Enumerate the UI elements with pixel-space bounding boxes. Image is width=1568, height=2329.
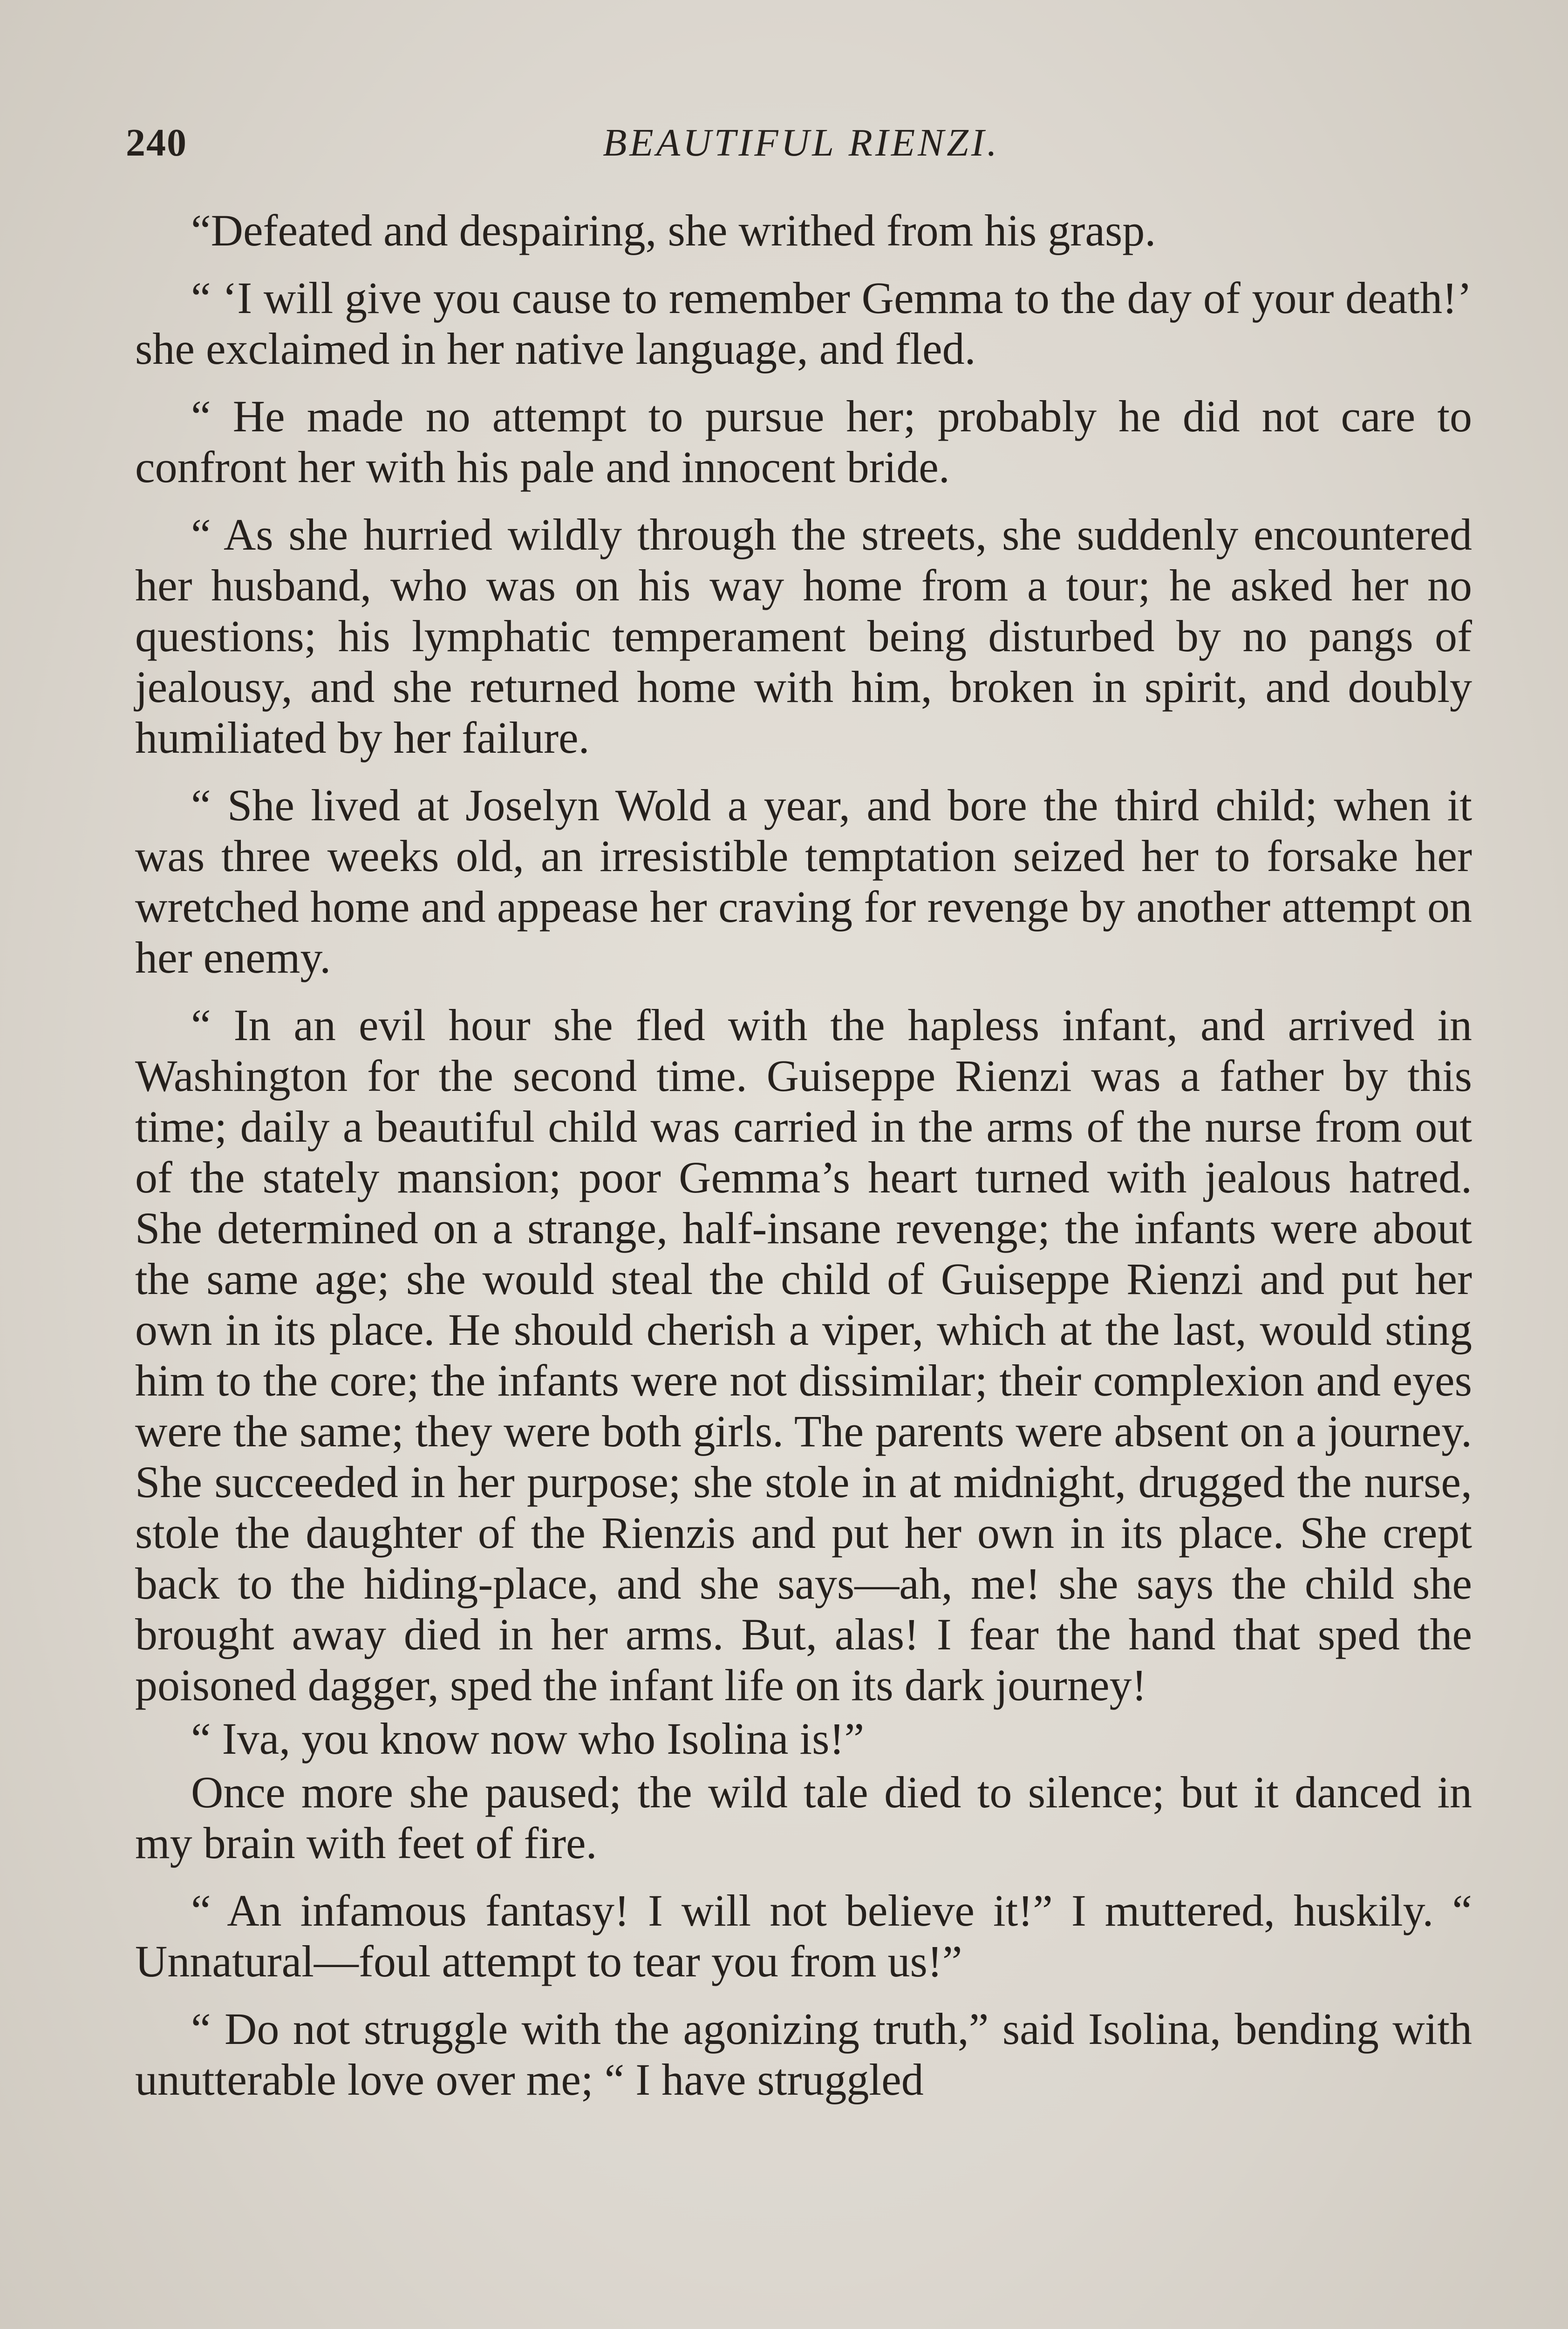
page-header	[126, 120, 1477, 185]
paragraph: “ She lived at Joselyn Wold a year, and bore the third child; when it was three weeks old, an irresistible temptation seized her to forsake her wretched home and appease her craving for revenge by another attempt on her enemy.	[135, 780, 1472, 982]
paragraph: “ In an evil hour she fled with the hapless infant, and arrived in Washington for the second time. Guiseppe Rienzi was a father by this time; daily a beautiful child was carried in the arms of the nurse from out of the stately mansion; poor Gemma’s heart turned with jealous hatred. She determined on a strange, half-insane revenge; the infants were about the same age; she would steal the child of Guiseppe Rienzi and put her own in its place. He should cherish a viper, which at the last, would sting him to the core; the infants were not dissimilar; their complexion and eyes were the same; they were both girls. The parents were absent on a journey. She succeeded in her purpose; she stole in at midnight, drugged the nurse, stole the daughter of the Rienzis and put her own in its place. She crept back to the hiding-place, and she says—ah, me! she says the child she brought away died in her arms. But, alas! I fear the hand that sped the poisoned dagger, sped the infant life on its dark journey!	[135, 1000, 1472, 1710]
paragraph: Once more she paused; the wild tale died to silence; but it danced in my brain with feet of fire.	[135, 1767, 1472, 1868]
paragraph: “ An infamous fantasy! I will not believe it!” I muttered, huskily. “ Unnatural—foul attempt to tear you from us!”	[135, 1886, 1472, 1986]
page-number: 240	[126, 121, 187, 164]
paragraph: “ ‘I will give you cause to remember Gemma to the day of your death!’ she exclaimed in her native language, and fled.	[135, 273, 1472, 374]
paragraph: “Defeated and despairing, she writhed from his grasp.	[191, 205, 1156, 255]
paragraph: “ He made no attempt to pursue her; probably he did not care to confront her with his pale and innocent bride.	[135, 391, 1472, 492]
paragraph: “ As she hurried wildly through the streets, she suddenly encountered her husband, who was on his way home from a tour; he asked her no questions; his lymphatic temperament being disturbed by no pangs of jealousy, and she returned home with him, broken in spirit, and doubly humiliated by her failure.	[135, 510, 1472, 763]
paragraph: “ Iva, you know now who Isolina is!”	[191, 1714, 865, 1764]
paragraph: “ Do not struggle with the agonizing truth,” said Isolina, bending with unutterable love over me; “ I have struggled	[135, 2004, 1472, 2104]
body-text	[135, 205, 1472, 2122]
running-title: BEAUTIFUL RIENZI.	[603, 121, 1000, 164]
